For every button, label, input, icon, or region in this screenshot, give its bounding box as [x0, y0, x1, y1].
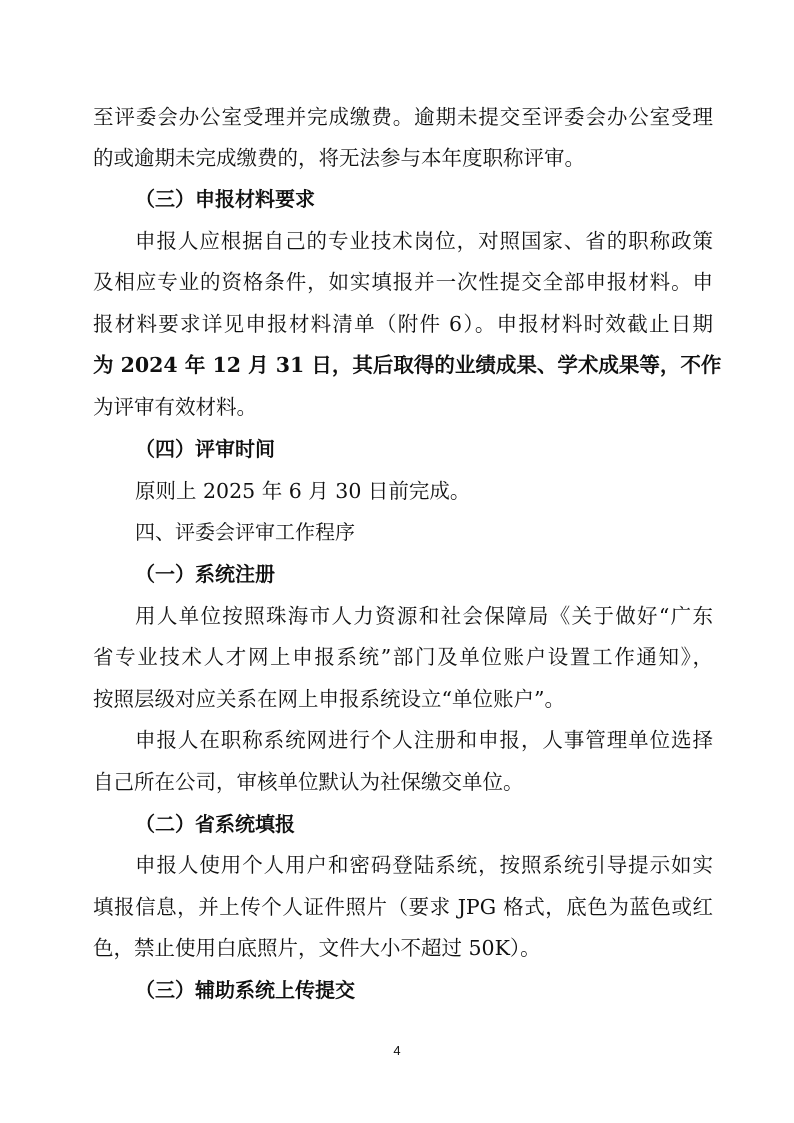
paragraph-line: 用人单位按照珠海市人力资源和社会保障局《关于做好“广东: [135, 604, 713, 628]
paragraph-line: 申报人使用个人用户和密码登陆系统，按照系统引导提示如实: [135, 853, 713, 877]
paragraph-line: 原则上 2025 年 6 月 30 日前完成。: [135, 479, 471, 503]
paragraph-line: 及相应专业的资格条件，如实填报并一次性提交全部申报材料。申: [93, 270, 713, 294]
paragraph-line: 自己所在公司，审核单位默认为社保缴交单位。: [93, 770, 524, 794]
section-heading: （一）系统注册: [135, 562, 275, 586]
page-number: 4: [393, 1043, 401, 1058]
paragraph-line: 色，禁止使用白底照片，文件大小不超过 50K）。: [93, 936, 541, 960]
paragraph-line: 报材料要求详见申报材料清单（附件 6）。申报材料时效截止日期: [93, 312, 713, 336]
paragraph-line: 申报人应根据自己的专业技术岗位，对照国家、省的职称政策: [135, 229, 713, 253]
section-heading: （二）省系统填报: [135, 812, 295, 836]
section-heading: （三）辅助系统上传提交: [135, 978, 355, 1002]
paragraph-line: 为评审有效材料。: [93, 395, 257, 419]
paragraph-line: 按照层级对应关系在网上申报系统设立“单位账户”。: [93, 687, 565, 711]
paragraph-line: 申报人在职称系统网进行个人注册和申报，人事管理单位选择: [135, 728, 713, 752]
paragraph-line: 省专业技术人才网上申报系统”部门及单位账户设置工作通知》，: [93, 645, 713, 669]
chapter-heading: 四、评委会评审工作程序: [135, 520, 355, 544]
paragraph-line: 填报信息，并上传个人证件照片（要求 JPG 格式，底色为蓝色或红: [93, 895, 713, 919]
paragraph-line: 至评委会办公室受理并完成缴费。逾期未提交至评委会办公室受理: [93, 105, 713, 129]
section-heading: （三）申报材料要求: [135, 187, 315, 211]
paragraph-line: 为 2024 年 12 月 31 日，其后取得的业绩成果、学术成果等，不作: [93, 353, 722, 377]
section-heading: （四）评审时间: [135, 437, 275, 461]
paragraph-line: 的或逾期未完成缴费的，将无法参与本年度职称评审。: [93, 146, 585, 170]
